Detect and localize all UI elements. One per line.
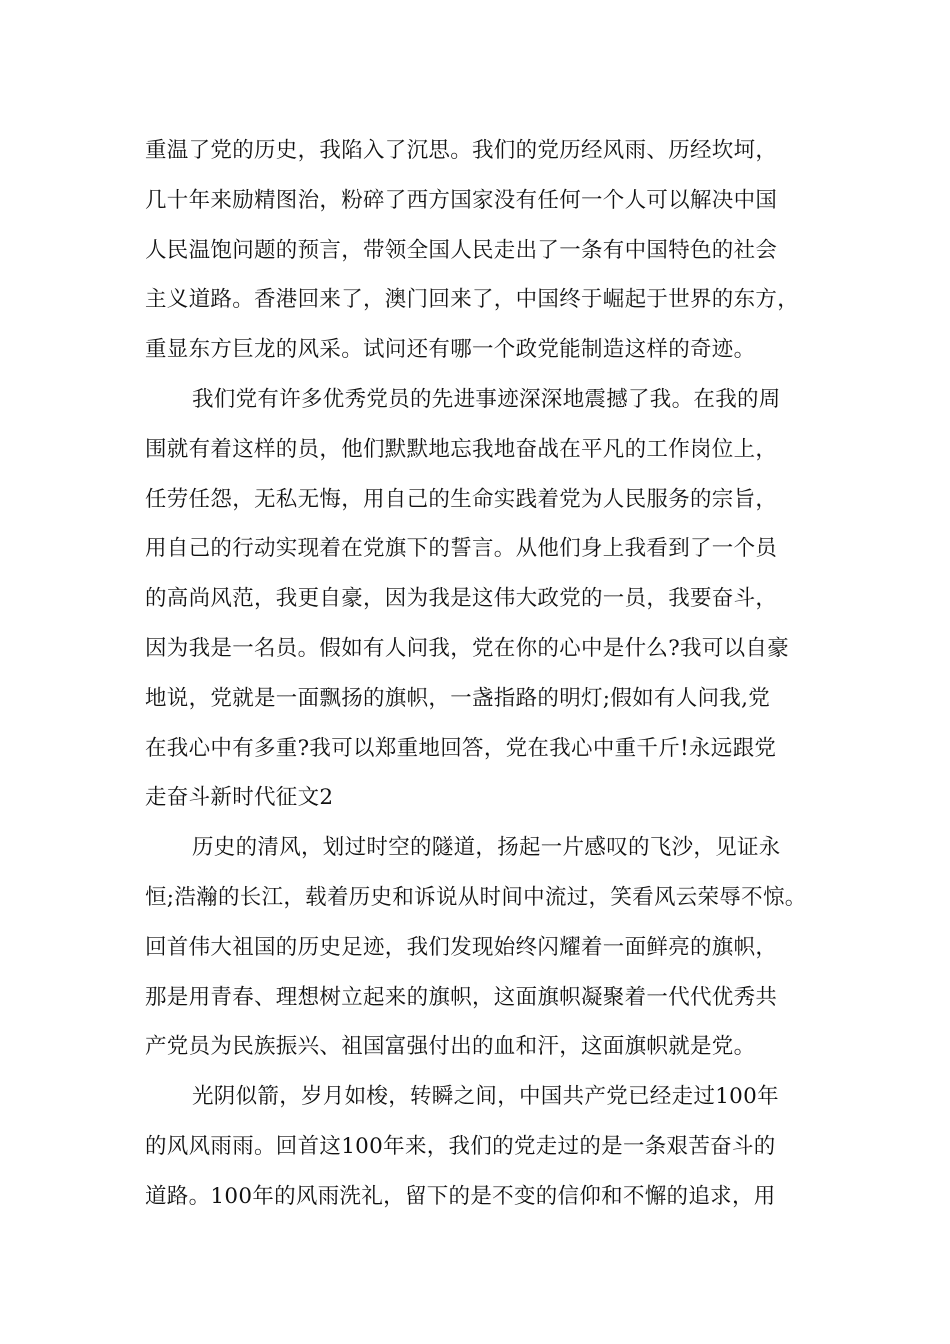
body-text xyxy=(145,126,825,1222)
text-line: 的高尚风范，我更自豪，因为我是这伟大政党的一员，我要奋斗， xyxy=(145,586,778,612)
text-line: 地说，党就是一面飘扬的旗帜，一盏指路的明灯;假如有人问我,党 xyxy=(145,685,771,711)
paragraph-first-line: 光阴似箭，岁月如梭，转瞬之间，中国共产党已经走过100年 xyxy=(192,1084,779,1110)
text-line: 用自己的行动实现着在党旗下的誓言。从他们身上我看到了一个员 xyxy=(145,536,778,562)
text-line: 回首伟大祖国的历史足迹，我们发现始终闪耀着一面鲜亮的旗帜， xyxy=(145,934,778,960)
text-line: 道路。100年的风雨洗礼，留下的是不变的信仰和不懈的追求，用 xyxy=(145,1183,776,1209)
text-line: 几十年来励精图治，粉碎了西方国家没有任何一个人可以解决中国 xyxy=(145,187,778,213)
paragraph-first-line: 我们党有许多优秀党员的先进事迹深深地震撼了我。在我的周 xyxy=(192,386,781,412)
text-line: 的风风雨雨。回首这100年来，我们的党走过的是一条艰苦奋斗的 xyxy=(145,1133,776,1159)
section-title-line: 走奋斗新时代征文2 xyxy=(145,785,334,811)
text-line: 重显东方巨龙的风采。试问还有哪一个政党能制造这样的奇迹。 xyxy=(145,337,756,363)
text-line: 主义道路。香港回来了，澳门回来了，中国终于崛起于世界的东方， xyxy=(145,287,800,313)
text-line: 在我心中有多重?我可以郑重地回答，党在我心中重千斤!永远跟党 xyxy=(145,735,777,761)
text-line: 产党员为民族振兴、祖国富强付出的血和汗，这面旗帜就是党。 xyxy=(145,1034,756,1060)
text-line: 任劳任怨，无私无悔，用自己的生命实践着党为人民服务的宗旨， xyxy=(145,486,778,512)
paragraph-first-line: 历史的清风，划过时空的隧道，扬起一片感叹的飞沙，见证永 xyxy=(192,835,781,861)
text-line: 恒;浩瀚的长江，载着历史和诉说从时间中流过，笑看风云荣辱不惊。 xyxy=(145,884,807,910)
text-line: 重温了党的历史，我陷入了沉思。我们的党历经风雨、历经坎坷， xyxy=(145,138,778,163)
text-line: 那是用青春、理想树立起来的旗帜，这面旗帜凝聚着一代代优秀共 xyxy=(145,984,778,1010)
text-line: 因为我是一名员。假如有人问我，党在你的心中是什么?我可以自豪 xyxy=(145,635,790,661)
text-line: 围就有着这样的员，他们默默地忘我地奋战在平凡的工作岗位上， xyxy=(145,436,778,462)
text-line: 人民温饱问题的预言，带领全国人民走出了一条有中国特色的社会 xyxy=(145,237,778,263)
